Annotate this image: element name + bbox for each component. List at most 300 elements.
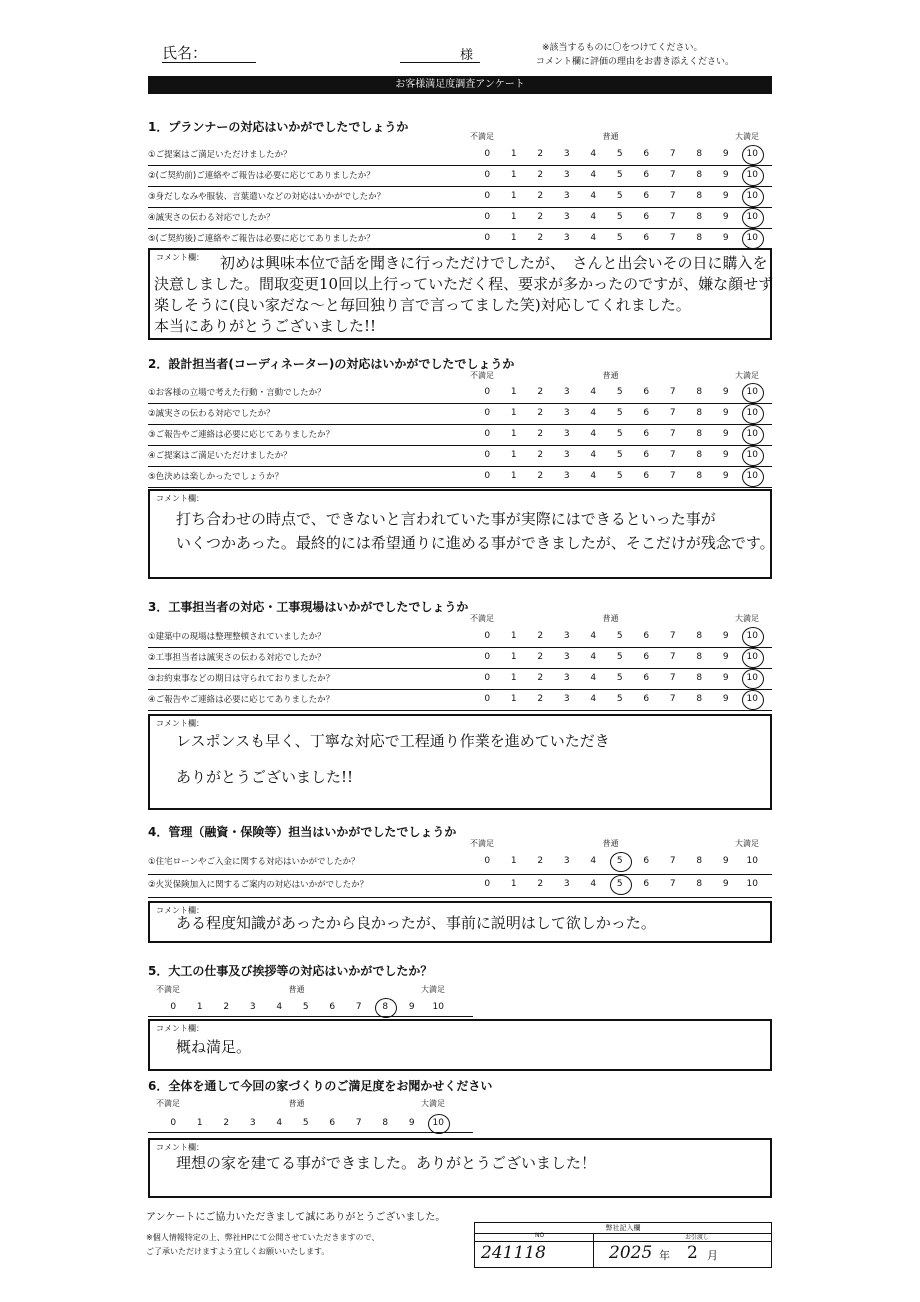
s1-q5-option-0[interactable]: 0: [484, 233, 491, 243]
s1-q1-option-9[interactable]: 9: [722, 149, 729, 159]
s3-q2-option-8[interactable]: 8: [696, 652, 703, 662]
s5-option-2[interactable]: 2: [223, 1002, 230, 1012]
s4-title: 4．管理（融資・保険等）担当はいかがでしたでしょうか: [148, 825, 457, 839]
s4-q1-option-3[interactable]: 3: [563, 856, 570, 866]
s2-q1-option-5[interactable]: 5: [616, 387, 623, 397]
s3-q1-selected-circle: [742, 627, 764, 647]
s1-q3-option-8[interactable]: 8: [696, 191, 703, 201]
s4-q1-option-6[interactable]: 6: [643, 856, 650, 866]
s1-q4-option-6[interactable]: 6: [643, 212, 650, 222]
s2-question: ⑤色決めは楽しかったでしょうか？: [148, 472, 284, 482]
s2-q2-option-3[interactable]: 3: [563, 408, 570, 418]
s1-q3-option-1[interactable]: 1: [510, 191, 517, 201]
row-divider: [148, 403, 772, 404]
s4-q1-option-5[interactable]: 5: [616, 856, 623, 866]
s3-q2-option-1[interactable]: 1: [510, 652, 517, 662]
row-divider: [148, 186, 772, 187]
honorific: 様: [460, 48, 474, 63]
row-divider: [148, 874, 772, 875]
s3-q2-option-9[interactable]: 9: [722, 652, 729, 662]
s3-q2-option-4[interactable]: 4: [590, 652, 597, 662]
s4-q2-selected-circle: [610, 875, 632, 895]
s1-q2-option-2[interactable]: 2: [537, 170, 544, 180]
s5-scale-mid: 普通: [288, 985, 305, 994]
year-unit: 年: [659, 1249, 670, 1262]
s2-q2-option-9[interactable]: 9: [722, 408, 729, 418]
s6-scale-mid: 普通: [288, 1099, 305, 1108]
s2-q3-option-4[interactable]: 4: [590, 429, 597, 439]
s3-q1-option-2[interactable]: 2: [537, 631, 544, 641]
s2-q3-option-6[interactable]: 6: [643, 429, 650, 439]
s1-title: 1．プランナーの対応はいかがでしたでしょうか: [148, 120, 409, 134]
s3-q2-option-5[interactable]: 5: [616, 652, 623, 662]
s3-q2-selected-circle: [742, 648, 764, 668]
s2-q4-option-7[interactable]: 7: [669, 450, 676, 460]
s3-q2-option-7[interactable]: 7: [669, 652, 676, 662]
s4-q2-option-2[interactable]: 2: [537, 879, 544, 889]
s1-q5-option-2[interactable]: 2: [537, 233, 544, 243]
s1-q4-option-5[interactable]: 5: [616, 212, 623, 222]
s1-q4-scale: [474, 212, 766, 222]
s2-q3-selected-circle: [742, 425, 764, 445]
s1-q2-option-10[interactable]: 10: [746, 170, 758, 180]
s2-q4-option-4[interactable]: 4: [590, 450, 597, 460]
s1-q3-selected-circle: [742, 187, 764, 207]
s2-q1-option-0[interactable]: 0: [484, 387, 491, 397]
s3-q2-option-0[interactable]: 0: [484, 652, 491, 662]
s1-q5-selected-circle: [742, 229, 764, 249]
s1-scale-low: 不満足: [470, 132, 494, 141]
s6-option-4[interactable]: 4: [276, 1118, 283, 1128]
s2-question: ②誠実さの伝わる対応でしたか？: [148, 409, 275, 419]
s1-question: ⑤(ご契約後)ご連絡やご報告は必要に応じてありましたか？: [148, 234, 375, 244]
s1-q3-scale: [474, 191, 766, 201]
s2-q5-option-3[interactable]: 3: [563, 471, 570, 481]
s6-scale-high: 大満足: [421, 1099, 445, 1108]
s2-q5-selected-circle: [742, 467, 764, 487]
privacy-text-2: ご了承いただけますよう宜しくお願いいたします。: [146, 1247, 330, 1256]
s2-q3-option-9[interactable]: 9: [722, 429, 729, 439]
s3-q4-scale: [474, 694, 766, 704]
s1-q5-option-8[interactable]: 8: [696, 233, 703, 243]
s2-q1-option-7[interactable]: 7: [669, 387, 676, 397]
s3-q3-option-1[interactable]: 1: [510, 673, 517, 683]
s2-q2-option-2[interactable]: 2: [537, 408, 544, 418]
s1-q3-option-3[interactable]: 3: [563, 191, 570, 201]
name-underline: [162, 62, 256, 63]
s6-option-8[interactable]: 8: [382, 1118, 389, 1128]
s5-comment-line: 概ね満足。: [176, 1038, 252, 1056]
s2-q4-option-2[interactable]: 2: [537, 450, 544, 460]
s2-q1-option-2[interactable]: 2: [537, 387, 544, 397]
s1-q3-option-6[interactable]: 6: [643, 191, 650, 201]
s2-q2-selected-circle: [742, 404, 764, 424]
s3-q3-option-10[interactable]: 10: [746, 673, 758, 683]
s3-q4-option-1[interactable]: 1: [510, 694, 517, 704]
s3-q1-option-7[interactable]: 7: [669, 631, 676, 641]
s4-q2-option-10[interactable]: 10: [746, 879, 758, 889]
s2-q5-scale: [474, 471, 766, 481]
s2-q4-option-5[interactable]: 5: [616, 450, 623, 460]
s5-option-0[interactable]: 0: [170, 1002, 177, 1012]
s3-q3-option-0[interactable]: 0: [484, 673, 491, 683]
no-label: NO: [535, 1232, 545, 1239]
s5-option-5[interactable]: 5: [302, 1002, 309, 1012]
s2-q4-option-8[interactable]: 8: [696, 450, 703, 460]
s2-q1-option-8[interactable]: 8: [696, 387, 703, 397]
s3-q4-option-3[interactable]: 3: [563, 694, 570, 704]
s1-q3-option-9[interactable]: 9: [722, 191, 729, 201]
s2-q1-option-10[interactable]: 10: [746, 387, 758, 397]
s2-q2-option-4[interactable]: 4: [590, 408, 597, 418]
s5-option-9[interactable]: 9: [408, 1002, 415, 1012]
s1-q2-option-9[interactable]: 9: [722, 170, 729, 180]
s2-q1-option-9[interactable]: 9: [722, 387, 729, 397]
s1-q5-option-7[interactable]: 7: [669, 233, 676, 243]
s1-comment-label: コメント欄：: [156, 253, 204, 262]
s2-question: ④ご提案はご満足いただけましたか？: [148, 451, 292, 461]
s4-scale-high: 大満足: [735, 839, 759, 848]
s3-q3-option-3[interactable]: 3: [563, 673, 570, 683]
s3-q4-option-2[interactable]: 2: [537, 694, 544, 704]
s4-q2-option-6[interactable]: 6: [643, 879, 650, 889]
s6-option-7[interactable]: 7: [355, 1118, 362, 1128]
s2-q1-scale: [474, 387, 766, 397]
s5-option-7[interactable]: 7: [355, 1002, 362, 1012]
s2-q5-option-8[interactable]: 8: [696, 471, 703, 481]
s2-scale-low: 不満足: [470, 371, 494, 380]
s1-q5-option-4[interactable]: 4: [590, 233, 597, 243]
s1-scale-high: 大満足: [735, 132, 759, 141]
s3-q1-option-6[interactable]: 6: [643, 631, 650, 641]
s2-q1-option-1[interactable]: 1: [510, 387, 517, 397]
s1-q4-option-9[interactable]: 9: [722, 212, 729, 222]
s2-q2-scale: [474, 408, 766, 418]
s1-q3-option-0[interactable]: 0: [484, 191, 491, 201]
s3-question: ②工事担当者は誠実さの伝わる対応でしたか？: [148, 653, 326, 663]
s1-q5-option-1[interactable]: 1: [510, 233, 517, 243]
s1-q4-option-2[interactable]: 2: [537, 212, 544, 222]
row-divider: [148, 466, 772, 467]
s2-q5-option-2[interactable]: 2: [537, 471, 544, 481]
thanks-text: アンケートにご協力いただきまして誠にありがとうございました。: [146, 1212, 446, 1223]
s3-q4-option-9[interactable]: 9: [722, 694, 729, 704]
s1-question: ③身だしなみや服装、言葉遣いなどの対応はいかがでしたか？: [148, 192, 386, 202]
s3-q2-option-2[interactable]: 2: [537, 652, 544, 662]
s4-q1-option-4[interactable]: 4: [590, 856, 597, 866]
row-divider: [148, 165, 772, 166]
s5-option-6[interactable]: 6: [329, 1002, 336, 1012]
month-value: 2: [687, 1243, 698, 1263]
s1-q4-option-3[interactable]: 3: [563, 212, 570, 222]
s6-option-10[interactable]: 10: [432, 1118, 444, 1128]
s2-q4-option-10[interactable]: 10: [746, 450, 758, 460]
s2-q2-option-7[interactable]: 7: [669, 408, 676, 418]
s2-scale-high: 大満足: [735, 371, 759, 380]
month-unit: 月: [707, 1249, 718, 1262]
office-label: 弊社記入欄: [475, 1223, 771, 1234]
s6-title: 6．全体を通して今回の家づくりのご満足度をお聞かせください: [148, 1079, 493, 1093]
s6-option-5[interactable]: 5: [302, 1118, 309, 1128]
s1-q2-option-5[interactable]: 5: [616, 170, 623, 180]
s1-q2-option-8[interactable]: 8: [696, 170, 703, 180]
s3-q1-option-4[interactable]: 4: [590, 631, 597, 641]
s1-q4-option-4[interactable]: 4: [590, 212, 597, 222]
s3-q3-option-7[interactable]: 7: [669, 673, 676, 683]
note-comment: コメント欄に評価の理由をお書き添えください。: [536, 57, 735, 67]
s3-question: ③お約束事などの期日は守られておりましたか？: [148, 674, 335, 684]
s6-scale: [160, 1118, 452, 1128]
s1-q5-scale: [474, 233, 766, 243]
s3-q3-option-9[interactable]: 9: [722, 673, 729, 683]
s2-q4-option-6[interactable]: 6: [643, 450, 650, 460]
s1-q4-option-10[interactable]: 10: [746, 212, 758, 222]
s1-q3-option-7[interactable]: 7: [669, 191, 676, 201]
s4-q1-option-8[interactable]: 8: [696, 856, 703, 866]
s2-q2-option-8[interactable]: 8: [696, 408, 703, 418]
s6-option-6[interactable]: 6: [329, 1118, 336, 1128]
s2-q5-option-6[interactable]: 6: [643, 471, 650, 481]
s1-q4-option-1[interactable]: 1: [510, 212, 517, 222]
s3-q3-option-5[interactable]: 5: [616, 673, 623, 683]
s2-q4-option-3[interactable]: 3: [563, 450, 570, 460]
s1-q2-option-7[interactable]: 7: [669, 170, 676, 180]
s2-q3-option-1[interactable]: 1: [510, 429, 517, 439]
s3-scale-low: 不満足: [470, 614, 494, 623]
s1-q3-option-4[interactable]: 4: [590, 191, 597, 201]
s1-q2-option-0[interactable]: 0: [484, 170, 491, 180]
s5-option-1[interactable]: 1: [196, 1002, 203, 1012]
s2-q3-option-10[interactable]: 10: [746, 429, 758, 439]
s1-q1-scale: [474, 149, 766, 159]
s1-q5-option-3[interactable]: 3: [563, 233, 570, 243]
s5-scale-low: 不満足: [156, 985, 180, 994]
s6-option-3[interactable]: 3: [249, 1118, 256, 1128]
s2-comment-line: 打ち合わせの時点で、できないと言われていた事が実際にはできるといった事が: [176, 510, 716, 528]
row-divider: [148, 487, 772, 488]
s2-question: ③ご報告やご連絡は必要に応じてありましたか？: [148, 430, 335, 440]
s2-q4-option-1[interactable]: 1: [510, 450, 517, 460]
s1-q4-option-8[interactable]: 8: [696, 212, 703, 222]
s1-q2-option-4[interactable]: 4: [590, 170, 597, 180]
s4-q1-option-1[interactable]: 1: [510, 856, 517, 866]
s3-q4-option-0[interactable]: 0: [484, 694, 491, 704]
privacy-text-1: ※個人情報特定の上、弊社HPにて公開させていただきますので、: [146, 1233, 380, 1242]
s1-q1-option-6[interactable]: 6: [643, 149, 650, 159]
s1-q2-option-6[interactable]: 6: [643, 170, 650, 180]
s3-q3-option-4[interactable]: 4: [590, 673, 597, 683]
s3-q3-option-6[interactable]: 6: [643, 673, 650, 683]
s1-q1-option-2[interactable]: 2: [537, 149, 544, 159]
s3-comment-line: ありがとうございました!!: [176, 768, 354, 786]
s6-option-1[interactable]: 1: [196, 1118, 203, 1128]
s1-q5-option-9[interactable]: 9: [722, 233, 729, 243]
s1-question: ②(ご契約前)ご連絡やご報告は必要に応じてありましたか？: [148, 171, 375, 181]
s1-q1-option-8[interactable]: 8: [696, 149, 703, 159]
s2-q5-option-10[interactable]: 10: [746, 471, 758, 481]
s1-q2-scale: [474, 170, 766, 180]
s4-q1-option-10[interactable]: 10: [746, 856, 758, 866]
s1-q4-option-7[interactable]: 7: [669, 212, 676, 222]
s1-question: ①ご提案はご満足いただけましたか？: [148, 150, 292, 160]
s1-q4-option-0[interactable]: 0: [484, 212, 491, 222]
s3-question: ①建築中の現場は整理整頓されていましたか？: [148, 632, 326, 642]
s2-q2-option-6[interactable]: 6: [643, 408, 650, 418]
s3-q1-option-3[interactable]: 3: [563, 631, 570, 641]
row-divider: [148, 689, 772, 690]
name-label: 氏名：: [162, 44, 208, 62]
s2-q5-option-5[interactable]: 5: [616, 471, 623, 481]
s2-q3-option-2[interactable]: 2: [537, 429, 544, 439]
s3-q3-option-8[interactable]: 8: [696, 673, 703, 683]
s3-scale-mid: 普通: [602, 614, 619, 623]
s1-q1-option-5[interactable]: 5: [616, 149, 623, 159]
s2-q1-selected-circle: [742, 383, 764, 403]
s2-question: ①お客様の立場で考えた行動・言動でしたか？: [148, 388, 326, 398]
s4-q2-option-3[interactable]: 3: [563, 879, 570, 889]
s3-comment-line: レスポンスも早く、丁寧な対応で工程通り作業を進めていただき: [176, 732, 610, 750]
s2-q4-option-9[interactable]: 9: [722, 450, 729, 460]
s6-comment-line: 理想の家を建てる事ができました。ありがとうございました！: [176, 1154, 597, 1172]
s5-option-4[interactable]: 4: [276, 1002, 283, 1012]
s6-scale-low: 不満足: [156, 1099, 180, 1108]
s3-q1-option-0[interactable]: 0: [484, 631, 491, 641]
s4-q1-option-9[interactable]: 9: [722, 856, 729, 866]
office-box: [474, 1222, 772, 1268]
row-divider: [148, 207, 772, 208]
s2-q5-option-9[interactable]: 9: [722, 471, 729, 481]
s3-q2-option-3[interactable]: 3: [563, 652, 570, 662]
s1-q1-option-7[interactable]: 7: [669, 149, 676, 159]
s3-q1-option-5[interactable]: 5: [616, 631, 623, 641]
s1-q5-option-6[interactable]: 6: [643, 233, 650, 243]
s2-q3-option-7[interactable]: 7: [669, 429, 676, 439]
s4-comment-label: コメント欄：: [156, 906, 204, 915]
s1-q1-selected-circle: [742, 145, 764, 165]
s3-q2-option-10[interactable]: 10: [746, 652, 758, 662]
s2-q1-option-4[interactable]: 4: [590, 387, 597, 397]
row-divider: [148, 445, 772, 446]
s1-q1-option-1[interactable]: 1: [510, 149, 517, 159]
s3-q4-option-4[interactable]: 4: [590, 694, 597, 704]
s3-q1-option-8[interactable]: 8: [696, 631, 703, 641]
s2-q4-option-0[interactable]: 0: [484, 450, 491, 460]
s3-q4-option-5[interactable]: 5: [616, 694, 623, 704]
s2-q3-option-5[interactable]: 5: [616, 429, 623, 439]
s1-q3-option-10[interactable]: 10: [746, 191, 758, 201]
row-divider: [148, 1132, 473, 1133]
s2-q5-option-1[interactable]: 1: [510, 471, 517, 481]
s2-q3-option-3[interactable]: 3: [563, 429, 570, 439]
s3-title: 3．工事担当者の対応・工事現場はいかがでしたでしょうか: [148, 600, 469, 614]
s2-q3-option-8[interactable]: 8: [696, 429, 703, 439]
s3-q1-option-9[interactable]: 9: [722, 631, 729, 641]
s3-q4-option-8[interactable]: 8: [696, 694, 703, 704]
s1-q5-option-10[interactable]: 10: [746, 233, 758, 243]
s3-q1-option-10[interactable]: 10: [746, 631, 758, 641]
s2-scale-mid: 普通: [602, 371, 619, 380]
s2-q4-scale: [474, 450, 766, 460]
s1-q1-option-3[interactable]: 3: [563, 149, 570, 159]
s2-q2-option-5[interactable]: 5: [616, 408, 623, 418]
s1-comment-line: 本当にありがとうございました!!: [154, 317, 377, 335]
s2-q5-option-4[interactable]: 4: [590, 471, 597, 481]
s3-q4-option-6[interactable]: 6: [643, 694, 650, 704]
s4-q1-option-0[interactable]: 0: [484, 856, 491, 866]
s2-q1-option-6[interactable]: 6: [643, 387, 650, 397]
s3-q3-selected-circle: [742, 669, 764, 689]
s1-q1-option-4[interactable]: 4: [590, 149, 597, 159]
s4-q2-option-4[interactable]: 4: [590, 879, 597, 889]
s1-q1-option-10[interactable]: 10: [746, 149, 758, 159]
s1-comment-line: 初めは興味本位で話を聞きに行っただけでしたが、 さんと出会いその日に購入を: [220, 254, 768, 272]
s3-question: ④ご報告やご連絡は必要に応じてありましたか？: [148, 695, 335, 705]
s2-q5-option-7[interactable]: 7: [669, 471, 676, 481]
s3-q2-option-6[interactable]: 6: [643, 652, 650, 662]
s4-scale-low: 不満足: [470, 839, 494, 848]
row-divider: [148, 710, 772, 711]
s1-q3-option-5[interactable]: 5: [616, 191, 623, 201]
s5-scale-high: 大満足: [421, 985, 445, 994]
s4-q2-option-9[interactable]: 9: [722, 879, 729, 889]
s2-q2-option-1[interactable]: 1: [510, 408, 517, 418]
s6-option-2[interactable]: 2: [223, 1118, 230, 1128]
s2-q2-option-0[interactable]: 0: [484, 408, 491, 418]
month-label: お引渡し: [685, 1234, 710, 1241]
s4-q2-option-5[interactable]: 5: [616, 879, 623, 889]
s1-q2-option-1[interactable]: 1: [510, 170, 517, 180]
s1-comment-line: 楽しそうに(良い家だな〜と毎回独り言で言ってました笑)対応してくれました。: [154, 296, 691, 314]
s4-q1-option-7[interactable]: 7: [669, 856, 676, 866]
row-divider: [148, 897, 772, 898]
s4-q2-option-1[interactable]: 1: [510, 879, 517, 889]
row-divider: [148, 1016, 473, 1017]
s5-option-8[interactable]: 8: [382, 1002, 389, 1012]
s5-option-3[interactable]: 3: [249, 1002, 256, 1012]
s4-scale-mid: 普通: [602, 839, 619, 848]
s1-q1-option-0[interactable]: 0: [484, 149, 491, 159]
s3-comment-box[interactable]: [148, 714, 772, 810]
s2-q1-option-3[interactable]: 3: [563, 387, 570, 397]
s3-q4-option-10[interactable]: 10: [746, 694, 758, 704]
year-value: 2025: [609, 1243, 653, 1263]
s3-q4-option-7[interactable]: 7: [669, 694, 676, 704]
s6-option-0[interactable]: 0: [170, 1118, 177, 1128]
s4-q1-option-2[interactable]: 2: [537, 856, 544, 866]
s4-q2-option-0[interactable]: 0: [484, 879, 491, 889]
s1-q5-option-5[interactable]: 5: [616, 233, 623, 243]
s3-q3-option-2[interactable]: 2: [537, 673, 544, 683]
s1-scale-mid: 普通: [602, 132, 619, 141]
s5-title: 5．大工の仕事及び挨拶等の対応はいかがでしたか？: [148, 964, 433, 978]
s2-q3-option-0[interactable]: 0: [484, 429, 491, 439]
s1-q2-option-3[interactable]: 3: [563, 170, 570, 180]
s1-q3-option-2[interactable]: 2: [537, 191, 544, 201]
s3-q3-scale: [474, 673, 766, 683]
s4-q2-option-7[interactable]: 7: [669, 879, 676, 889]
s5-selected-circle: [375, 998, 397, 1018]
s5-option-10[interactable]: 10: [432, 1002, 444, 1012]
s2-q5-option-0[interactable]: 0: [484, 471, 491, 481]
s3-q1-option-1[interactable]: 1: [510, 631, 517, 641]
s3-scale-high: 大満足: [735, 614, 759, 623]
s4-q2-option-8[interactable]: 8: [696, 879, 703, 889]
s1-q2-selected-circle: [742, 166, 764, 186]
s2-q2-option-10[interactable]: 10: [746, 408, 758, 418]
s5-scale: [160, 1002, 452, 1012]
s6-option-9[interactable]: 9: [408, 1118, 415, 1128]
row-divider: [148, 228, 772, 229]
